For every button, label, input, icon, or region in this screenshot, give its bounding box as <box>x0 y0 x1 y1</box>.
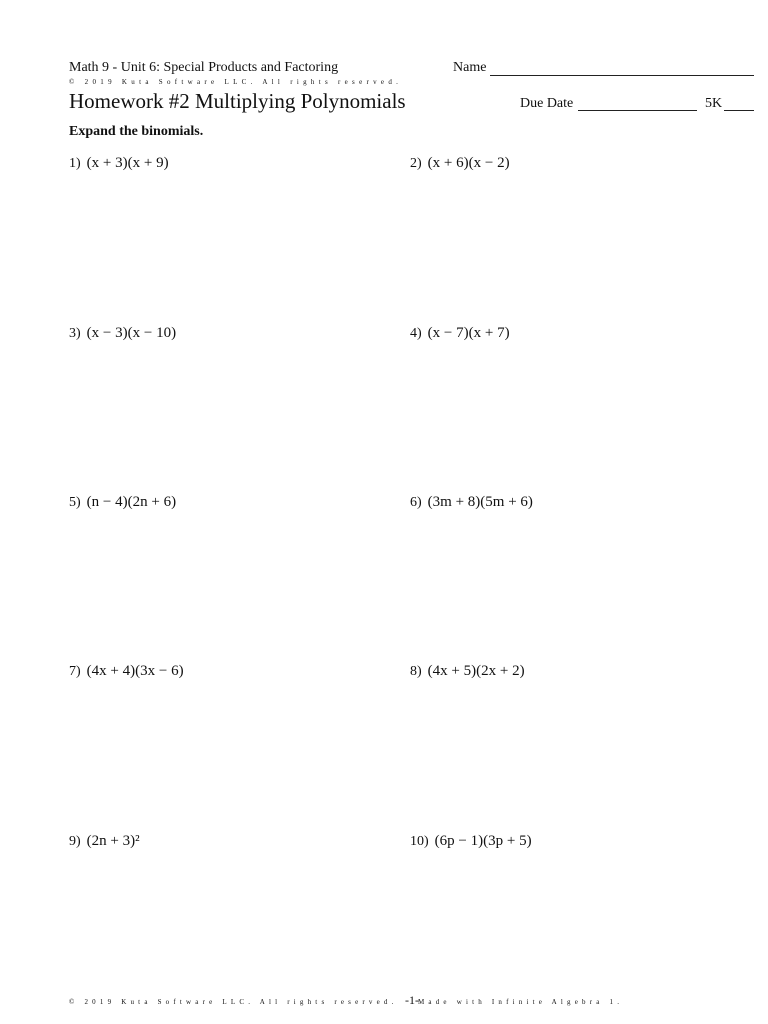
problem-number: 4) <box>410 326 422 341</box>
period-blank-line <box>724 110 754 111</box>
due-date-label: Due Date <box>520 96 574 111</box>
problem-5 <box>69 494 176 511</box>
problem-7 <box>69 663 184 680</box>
problem-expression: (x − 3)(x − 10) <box>86 325 177 341</box>
problem-9 <box>69 833 140 850</box>
page-number: -1- <box>405 993 419 1007</box>
problem-6 <box>410 494 533 511</box>
worksheet-title: Homework #2 Multiplying Polynomials <box>69 89 406 113</box>
problem-number: 5) <box>69 495 81 510</box>
problem-expression: (x − 7)(x + 7) <box>427 325 510 341</box>
footer-copyright: © 2019 Kuta Software LLC. All rights reserved. <box>69 998 398 1006</box>
problem-10 <box>410 833 532 850</box>
problem-number: 1) <box>69 156 81 171</box>
problem-number: 8) <box>410 664 422 679</box>
problem-expression: (4x + 4)(3x − 6) <box>86 663 184 679</box>
problem-expression: (x + 3)(x + 9) <box>86 155 169 171</box>
problem-expression: (x + 6)(x − 2) <box>427 155 510 171</box>
due-date-blank-line <box>578 110 697 111</box>
copyright-notice: © 2019 Kuta Software LLC. All rights reserved. <box>69 78 403 86</box>
problem-expression: (4x + 5)(2x + 2) <box>427 663 525 679</box>
footer-made-with: Made with Infinite Algebra 1. <box>418 998 624 1006</box>
name-label: Name <box>453 60 487 75</box>
problem-expression: (n − 4)(2n + 6) <box>86 494 177 510</box>
problem-number: 2) <box>410 156 422 171</box>
problem-number: 6) <box>410 495 422 510</box>
problem-expression: (3m + 8)(5m + 6) <box>427 494 533 510</box>
course-title: Math 9 - Unit 6: Special Products and Factoring <box>69 60 339 75</box>
problem-number: 3) <box>69 326 81 341</box>
problem-3 <box>69 325 176 342</box>
name-blank-line <box>490 75 754 76</box>
problem-number: 7) <box>69 664 81 679</box>
period-label: 5K <box>705 96 723 111</box>
problem-4 <box>410 325 510 342</box>
problem-8 <box>410 663 525 680</box>
problem-expression: (2n + 3)² <box>86 833 140 849</box>
problem-number: 10) <box>410 834 429 849</box>
problem-2 <box>410 155 510 172</box>
problem-1 <box>69 155 169 172</box>
problem-expression: (6p − 1)(3p + 5) <box>434 833 532 849</box>
instructions: Expand the binomials. <box>69 124 204 139</box>
problem-number: 9) <box>69 834 81 849</box>
